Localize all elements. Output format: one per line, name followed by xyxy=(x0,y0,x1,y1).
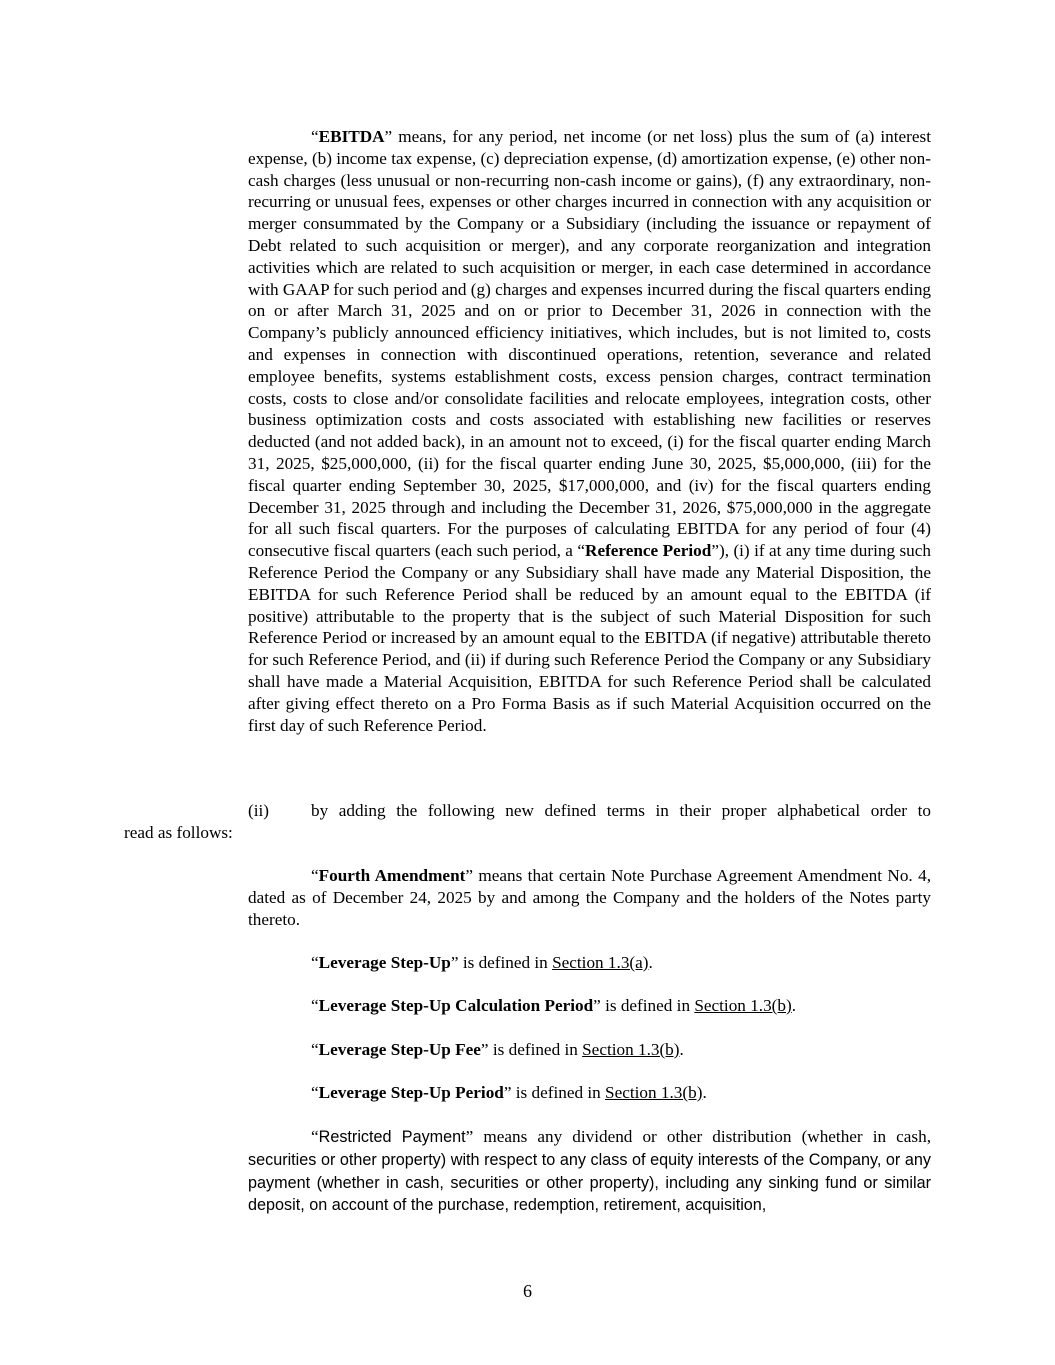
restricted-payment-term: Restricted Payment xyxy=(318,1128,466,1146)
restricted-payment-definition: “Restricted Payment” means any dividend or other distribution (whether in cash, securities or other property) with respect to any class of equity interests of the Company, or any payment (whether in cash, securities or other property), including any sinking fund or similar deposit, on account of the purchase, redemption, retirement, acquisition, xyxy=(248,1127,931,1215)
ebitda-text-part1: means, for any period, net income (or net loss) plus the sum of (a) interest expense, (b) income tax expense, (c) depreciation expense, (d) amortization expense, (e) other non-cash charges (less unusual or non-recurring non-cash income or gains), (f) any extraordinary, non-recurring or unusual fees, expenses or other charges incurred in connection with any acquisition or merger consummated by the Company or a Subsidiary (including the issuance or repayment of Debt related to such acquisition or merger), and any corporate reorganization and integration activities which are related to such acquisition or merger, in each case determined in accordance with GAAP for such period and (g) charges and expenses incurred during the fiscal quarters ending on or after March 31, 2025 and on or prior to December 31, 2026 in connection with the Company’s publicly announced efficiency initiatives, which includes, but is not limited to, costs and expenses in connection with discontinued operations, retention, severance and related employee benefits, systems establishment costs, excess pension charges, contract termination costs, costs to close and/or consolidate facilities and relocate employees, integration costs, other business optimization costs and costs associated with establishing new facilities or reserves deducted (and not added back), in an amount not to exceed, (i) for the fiscal quarter ending March 31, 2025, $25,000,000, (ii) for the fiscal quarter ending June 30, 2025, $5,000,000, (iii) for the fiscal quarter ending September 30, 2025, $17,000,000, and (iv) for the fiscal quarters ending December 31, 2025 through and including the December 31, 2026, $75,000,000 in the aggregate for all such fiscal quarters. For the purposes of calculating EBITDA for any period of four (4) consecutive fiscal quarters (each such period, a xyxy=(248,127,932,561)
clause-ii xyxy=(124,800,931,844)
fourth-amendment-term: Fourth Amendment xyxy=(318,866,466,885)
defined-term: Leverage Step-Up Calculation Period xyxy=(318,996,594,1015)
restricted-payment-text-serif: means any dividend or other distribution (whether in cash, xyxy=(473,1127,931,1146)
clause-line-2: read as follows: xyxy=(124,822,233,842)
leverage-step-up-fee-definition: “Leverage Step-Up Fee” is defined in Section 1.3(b). xyxy=(311,1040,684,1059)
clause-number: (ii) xyxy=(248,801,269,820)
leverage-step-up-period-definition: “Leverage Step-Up Period” is defined in Section 1.3(b). xyxy=(311,1083,707,1102)
fourth-amendment-definition: “Fourth Amendment” means that certain Note Purchase Agreement Amendment No. 4, dated as of December 24, 2025 by and among the Company and the holders of the Notes party thereto. xyxy=(248,866,931,929)
section-reference: Section 1.3(a) xyxy=(552,953,649,972)
clause-line-1: by adding the following new defined terms in their proper alphabetical order to xyxy=(311,801,931,820)
defined-term: Leverage Step-Up Fee xyxy=(318,1040,481,1059)
ebitda-text-part2: ), (i) if at any time during such Reference Period the Company or any Subsidiary shall have made any Material Disposition, the EBITDA for such Reference Period shall be reduced by an amount equal to the EBITDA (if positive) attributable to the property that is the subject of such Material Disposition for such Reference Period or increased by an amount equal to the EBITDA (if negative) attributable thereto for such Reference Period, and (ii) if during such Reference Period the Company or any Subsidiary shall have made a Material Acquisition, EBITDA for such Reference Period shall be calculated after giving effect thereto on a Pro Forma Basis as if such Material Acquisition occurred on the first day of such Reference Period. xyxy=(248,541,931,735)
ebitda-term: EBITDA xyxy=(318,127,385,146)
restricted-payment-text-sans: securities or other property) with respect to any class of equity interests of the Company, or any payment (whether in cash, securities or other property), including any sinking fund or similar deposit, on account of the purchase, redemption, retirement, acquisition, xyxy=(248,1150,931,1215)
leverage-step-up-definition: “Leverage Step-Up” is defined in Section 1.3(a). xyxy=(311,953,653,972)
defined-term: Leverage Step-Up xyxy=(318,953,451,972)
ebitda-definition: “EBITDA” means, for any period, net income (or net loss) plus the sum of (a) interest expense, (b) income tax expense, (c) depreciation expense, (d) amortization expense, (e) other non-cash charges (less unusual or non-recurring non-cash income or gains), (f) any extraordinary, non-recurring or unusual fees, expenses or other charges incurred in connection with any acquisition or merger consummated by the Company or a Subsidiary (including the issuance or repayment of Debt related to such acquisition or merger), and any corporate reorganization and integration activities which are related to such acquisition or merger, in each case determined in accordance with GAAP for such period and (g) charges and expenses incurred during the fiscal quarters ending on or after March 31, 2025 and on or prior to December 31, 2026 in connection with the Company’s publicly announced efficiency initiatives, which includes, but is not limited to, costs and expenses in connection with discontinued operations, retention, severance and related employee benefits, systems establishment costs, excess pension charges, contract termination costs, costs to close and/or consolidate facilities and relocate employees, integration costs, other business optimization costs and costs associated with establishing new facilities or reserves deducted (and not added back), in an amount not to exceed, (i) for the fiscal quarter ending March 31, 2025, $25,000,000, (ii) for the fiscal quarter ending June 30, 2025, $5,000,000, (iii) for the fiscal quarter ending September 30, 2025, $17,000,000, and (iv) for the fiscal quarters ending December 31, 2025 through and including the December 31, 2026, $75,000,000 in the aggregate for all such fiscal quarters. For the purposes of calculating EBITDA for any period of four (4) consecutive fiscal quarters (each such period, a “Reference Period”), (i) if at any time during such Reference Period the Company or any Subsidiary shall have made any Material Disposition, the EBITDA for such Reference Period shall be reduced by an amount equal to the EBITDA (if positive) attributable to the property that is the subject of such Material Disposition for such Reference Period or increased by an amount equal to the EBITDA (if negative) attributable thereto for such Reference Period, and (ii) if during such Reference Period the Company or any Subsidiary shall have made a Material Acquisition, EBITDA for such Reference Period shall be calculated after giving effect thereto on a Pro Forma Basis as if such Material Acquisition occurred on the first day of such Reference Period. xyxy=(248,127,932,735)
fourth-amendment-text: means that certain Note Purchase Agreement Amendment No. 4, dated as of December 24, 2025 by and among the Company and the holders of the Notes party thereto. xyxy=(248,866,931,929)
page-number: 6 xyxy=(523,1281,532,1301)
section-reference: Section 1.3(b) xyxy=(605,1083,703,1102)
leverage-step-up-calculation-period-definition: “Leverage Step-Up Calculation Period” is defined in Section 1.3(b). xyxy=(311,996,797,1015)
section-reference: Section 1.3(b) xyxy=(694,996,792,1015)
reference-period-term: Reference Period xyxy=(585,541,712,561)
defined-term: Leverage Step-Up Period xyxy=(318,1083,504,1102)
section-reference: Section 1.3(b) xyxy=(582,1040,680,1059)
